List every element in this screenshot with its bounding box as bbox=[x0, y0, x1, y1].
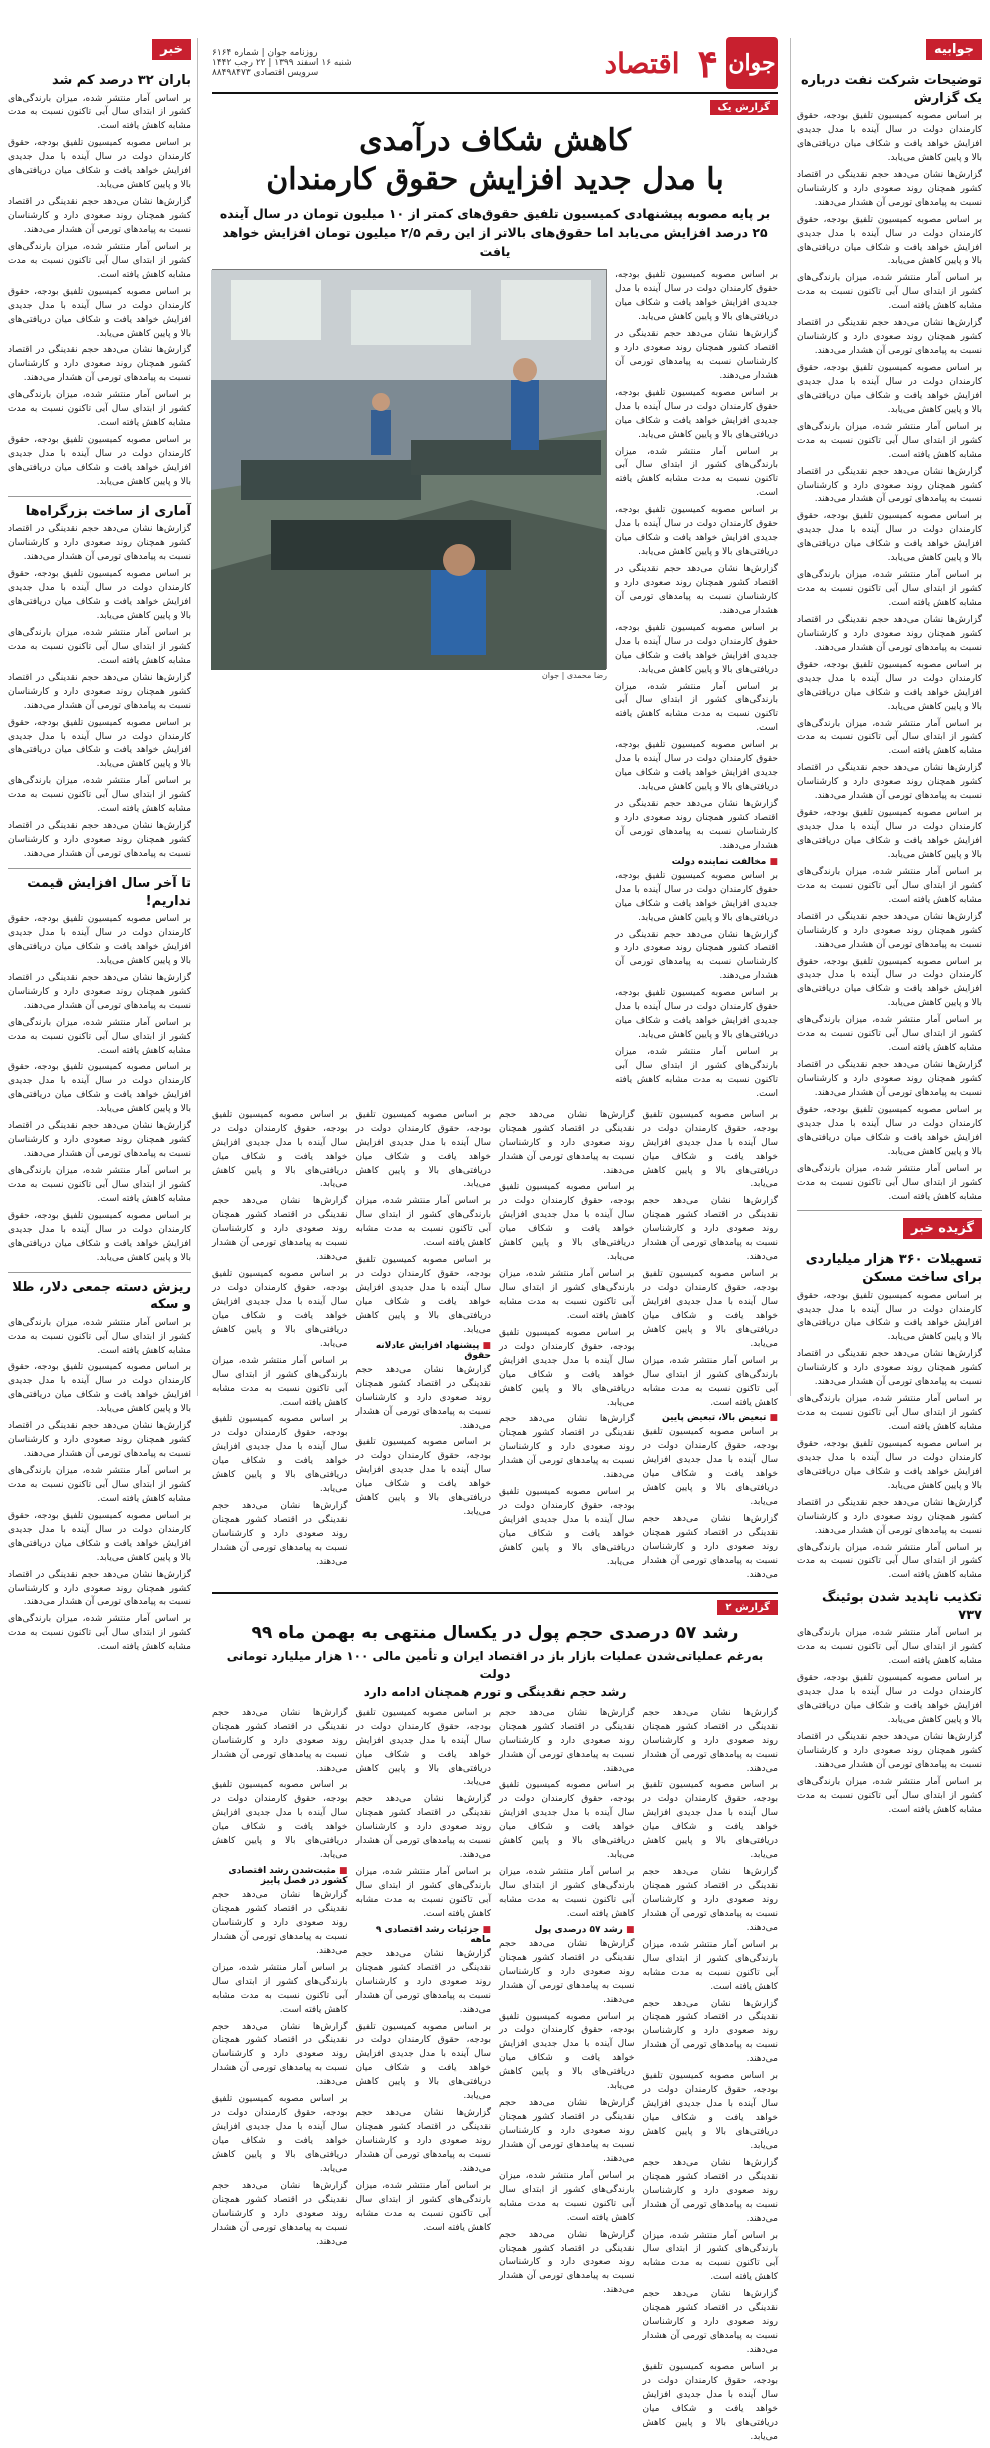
story1-subhead-1: ■ مخالفت نماینده دولت bbox=[615, 857, 778, 867]
story2-subhead-3: ■ مثبت‌شدن رشد اقتصادی کشور در فصل پاییز bbox=[212, 1866, 348, 1886]
page-number: ۴ bbox=[697, 40, 718, 86]
story1-columns: بر اساس مصوبه کمیسیون تلفیق بودجه، حقوق کارمندان دولت در سال آینده با مدل جدیدی افزایش خواهد یافت و شکاف میان دریافتی‌های بالا و پایین کاهش می‌یابد. گزارش‌ها نشان می‌دهد حجم نقدینگی در اقتصاد کشور همچنان روند صعودی دارد و کارشناسان نسبت به پیامدهای تورمی آن هشدار می‌دهند. بر اساس مصوبه کمیسیون تلفیق بودجه، حقوق کارمندان دولت در سال آینده با مدل جدیدی افزایش خواهد یافت و شکاف میان دریافتی‌های بالا و پایین کاهش می‌یابد. بر اساس آمار منتشر شده، میزان بارندگی‌های کشور از ابتدای سال آبی تاکنون نسبت به مدت مشابه کاهش یافته است. ■ تبعیض بالا، تبعیض پایین بر اساس مصوبه کمیسیون تلفیق بودجه، حقوق کارمندان دولت در سال آینده با مدل جدیدی افزایش خواهد یافت و شکاف میان دریافتی‌های بالا و پایین کاهش می‌یابد. گزارش‌ها نشان می‌دهد حجم نقدینگی در اقتصاد کشور همچنان روند صعودی دارد و کارشناسان نسبت به پیامدهای تورمی آن هشدار می‌دهند. گزارش‌ها نشان می‌دهد حجم نقدینگی در اقتصاد کشور همچنان روند صعودی دارد و کارشناسان نسبت به پیامدهای تورمی آن هشدار می‌دهند. بر اساس مصوبه کمیسیون تلفیق بودجه، حقوق کارمندان دولت در سال آینده با مدل جدیدی افزایش خواهد یافت و شکاف میان دریافتی‌های بالا و پایین کاهش می‌یابد. بر اساس آمار منتشر شده، میزان بارندگی‌های کشور از ابتدای سال آبی تاکنون نسبت به مدت مشابه کاهش یافته است. بر اساس مصوبه کمیسیون تلفیق بودجه، حقوق کارمندان دولت در سال آینده با مدل جدیدی افزایش خواهد یافت و شکاف میان دریافتی‌های بالا و پایین کاهش می‌یابد. گزارش‌ها نشان می‌دهد حجم نقدینگی در اقتصاد کشور همچنان روند صعودی دارد و کارشناسان نسبت به پیامدهای تورمی آن هشدار می‌دهند. بر اساس مصوبه کمیسیون تلفیق بودجه، حقوق کارمندان دولت در سال آینده با مدل جدیدی افزایش خواهد یافت و شکاف میان دریافتی‌های بالا و پایین کاهش می‌یابد. بر اساس مصوبه کمیسیون تلفیق بودجه، حقوق کارمندان دولت در سال آینده با مدل جدیدی افزایش خواهد یافت و شکاف میان دریافتی‌های بالا و پایین کاهش می‌یابد. بر اساس آمار منتشر شده، میزان بارندگی‌های کشور از ابتدای سال آبی تاکنون نسبت به مدت مشابه کاهش یافته است. بر اساس مصوبه کمیسیون تلفیق بودجه، حقوق کارمندان دولت در سال آینده با مدل جدیدی افزایش خواهد یافت و شکاف میان دریافتی‌های بالا و پایین کاهش می‌یابد. ■ پیشنهاد افزایش عادلانه حقوق گزارش‌ها نشان می‌دهد حجم نقدینگی در اقتصاد کشور همچنان روند صعودی دارد و کارشناسان نسبت به پیامدهای تورمی آن هشدار می‌دهند. بر اساس مصوبه کمیسیون تلفیق بودجه، حقوق کارمندان دولت در سال آینده با مدل جدیدی افزایش خواهد یافت و شکاف میان دریافتی‌های بالا و پایین کاهش می‌یابد. بر اساس مصوبه کمیسیون تلفیق بودجه، حقوق کارمندان دولت در سال آینده با مدل جدیدی افزایش خواهد یافت و شکاف میان دریافتی‌های بالا و پایین کاهش می‌یابد. گزارش‌ها نشان می‌دهد حجم نقدینگی در اقتصاد کشور همچنان روند صعودی دارد و کارشناسان نسبت به پیامدهای تورمی آن هشدار می‌دهند. بر اساس مصوبه کمیسیون تلفیق بودجه، حقوق کارمندان دولت در سال آینده با مدل جدیدی افزایش خواهد یافت و شکاف میان دریافتی‌های بالا و پایین کاهش می‌یابد. بر اساس آمار منتشر شده، میزان بارندگی‌های کشور از ابتدای سال آبی تاکنون نسبت به مدت مشابه کاهش یافته است. بر اساس مصوبه کمیسیون تلفیق بودجه، حقوق کارمندان دولت در سال آینده با مدل جدیدی افزایش خواهد یافت و شکاف میان دریافتی‌های بالا و پایین کاهش می‌یابد. گزارش‌ها نشان می‌دهد حجم نقدینگی در اقتصاد کشور همچنان روند صعودی دارد و کارشناسان نسبت به پیامدهای تورمی آن هشدار می‌دهند. bbox=[212, 1109, 778, 1586]
newspaper-logo: جوان bbox=[726, 37, 778, 89]
right-headline-2: تسهیلات ۳۶۰ هزار میلیاردی برای ساخت مسکن bbox=[805, 1252, 982, 1286]
story2-tag: گزارش ۲ bbox=[717, 1600, 778, 1615]
section-tag-news-brief: گزیده خبر bbox=[903, 1218, 982, 1239]
left-column: خبر باران ۳۲ درصد کم شد بر اساس آمار منتشر شده، میزان بارندگی‌های کشور از ابتدای سال آبی تاکنون نسبت به مدت مشابه کاهش یافته است. بر اساس مصوبه کمیسیون تلفیق بودجه، حقوق کارمندان دولت در سال آینده با مدل جدیدی افزایش خواهد یافت و شکاف میان دریافتی‌های بالا و پایین کاهش می‌یابد. گزارش‌ها نشان می‌دهد حجم نقدینگی در اقتصاد کشور همچنان روند صعودی دارد و کارشناسان نسبت به پیامدهای تورمی آن هشدار می‌دهند. بر اساس آمار منتشر شده، میزان بارندگی‌های کشور از ابتدای سال آبی تاکنون نسبت به مدت مشابه کاهش یافته است. بر اساس مصوبه کمیسیون تلفیق بودجه، حقوق کارمندان دولت در سال آینده با مدل جدیدی افزایش خواهد یافت و شکاف میان دریافتی‌های بالا و پایین کاهش می‌یابد. گزارش‌ها نشان می‌دهد حجم نقدینگی در اقتصاد کشور همچنان روند صعودی دارد و کارشناسان نسبت به پیامدهای تورمی آن هشدار می‌دهند. بر اساس آمار منتشر شده، میزان بارندگی‌های کشور از ابتدای سال آبی تاکنون نسبت به مدت مشابه کاهش یافته است. بر اساس مصوبه کمیسیون تلفیق بودجه، حقوق کارمندان دولت در سال آینده با مدل جدیدی افزایش خواهد یافت و شکاف میان دریافتی‌های بالا و پایین کاهش می‌یابد. آماری از ساخت بزرگراه‌ها گزارش‌ها نشان می‌دهد حجم نقدینگی در اقتصاد کشور همچنان روند صعودی دارد و کارشناسان نسبت به پیامدهای تورمی آن هشدار می‌دهند. بر اساس مصوبه کمیسیون تلفیق بودجه، حقوق کارمندان دولت در سال آینده با مدل جدیدی افزایش خواهد یافت و شکاف میان دریافتی‌های بالا و پایین کاهش می‌یابد. بر اساس آمار منتشر شده، میزان بارندگی‌های کشور از ابتدای سال آبی تاکنون نسبت به مدت مشابه کاهش یافته است. گزارش‌ها نشان می‌دهد حجم نقدینگی در اقتصاد کشور همچنان روند صعودی دارد و کارشناسان نسبت به پیامدهای تورمی آن هشدار می‌دهند. بر اساس مصوبه کمیسیون تلفیق بودجه، حقوق کارمندان دولت در سال آینده با مدل جدیدی افزایش خواهد یافت و شکاف میان دریافتی‌های بالا و پایین کاهش می‌یابد. بر اساس آمار منتشر شده، میزان بارندگی‌های کشور از ابتدای سال آبی تاکنون نسبت به مدت مشابه کاهش یافته است. گزارش‌ها نشان می‌دهد حجم نقدینگی در اقتصاد کشور همچنان روند صعودی دارد و کارشناسان نسبت به پیامدهای تورمی آن هشدار می‌دهند. تا آخر سال افزایش قیمت نداریم! بر اساس مصوبه کمیسیون تلفیق بودجه، حقوق کارمندان دولت در سال آینده با مدل جدیدی افزایش خواهد یافت و شکاف میان دریافتی‌های بالا و پایین کاهش می‌یابد. گزارش‌ها نشان می‌دهد حجم نقدینگی در اقتصاد کشور همچنان روند صعودی دارد و کارشناسان نسبت به پیامدهای تورمی آن هشدار می‌دهند. بر اساس آمار منتشر شده، میزان بارندگی‌های کشور از ابتدای سال آبی تاکنون نسبت به مدت مشابه کاهش یافته است. بر اساس مصوبه کمیسیون تلفیق بودجه، حقوق کارمندان دولت در سال آینده با مدل جدیدی افزایش خواهد یافت و شکاف میان دریافتی‌های بالا و پایین کاهش می‌یابد. گزارش‌ها نشان می‌دهد حجم نقدینگی در اقتصاد کشور همچنان روند صعودی دارد و کارشناسان نسبت به پیامدهای تورمی آن هشدار می‌دهند. بر اساس آمار منتشر شده، میزان بارندگی‌های کشور از ابتدای سال آبی تاکنون نسبت به مدت مشابه کاهش یافته است. بر اساس مصوبه کمیسیون تلفیق بودجه، حقوق کارمندان دولت در سال آینده با مدل جدیدی افزایش خواهد یافت و شکاف میان دریافتی‌های بالا و پایین کاهش می‌یابد. ریزش دسته جمعی دلار، طلا و سکه بر اساس آمار منتشر شده، میزان بارندگی‌های کشور از ابتدای سال آبی تاکنون نسبت به مدت مشابه کاهش یافته است. بر اساس مصوبه کمیسیون تلفیق بودجه، حقوق کارمندان دولت در سال آینده با مدل جدیدی افزایش خواهد یافت و شکاف میان دریافتی‌های بالا و پایین کاهش می‌یابد. گزارش‌ها نشان می‌دهد حجم نقدینگی در اقتصاد کشور همچنان روند صعودی دارد و کارشناسان نسبت به پیامدهای تورمی آن هشدار می‌دهند. بر اساس آمار منتشر شده، میزان بارندگی‌های کشور از ابتدای سال آبی تاکنون نسبت به مدت مشابه کاهش یافته است. بر اساس مصوبه کمیسیون تلفیق بودجه، حقوق کارمندان دولت در سال آینده با مدل جدیدی افزایش خواهد یافت و شکاف میان دریافتی‌های بالا و پایین کاهش می‌یابد. گزارش‌ها نشان می‌دهد حجم نقدینگی در اقتصاد کشور همچنان روند صعودی دارد و کارشناسان نسبت به پیامدهای تورمی آن هشدار می‌دهند. بر اساس آمار منتشر شده، میزان بارندگی‌های کشور از ابتدای سال آبی تاکنون نسبت به مدت مشابه کاهش یافته است. bbox=[8, 38, 198, 1396]
divider bbox=[8, 496, 191, 497]
story1-text-col: بر اساس مصوبه کمیسیون تلفیق بودجه، حقوق کارمندان دولت در سال آینده با مدل جدیدی افزایش خواهد یافت و شکاف میان دریافتی‌های بالا و پایین کاهش می‌یابد. گزارش‌ها نشان می‌دهد حجم نقدینگی در اقتصاد کشور همچنان روند صعودی دارد و کارشناسان نسبت به پیامدهای تورمی آن هشدار می‌دهند. بر اساس مصوبه کمیسیون تلفیق بودجه، حقوق کارمندان دولت در سال آینده با مدل جدیدی افزایش خواهد یافت و شکاف میان دریافتی‌های بالا و پایین کاهش می‌یابد. بر اساس آمار منتشر شده، میزان بارندگی‌های کشور از ابتدای سال آبی تاکنون نسبت به مدت مشابه کاهش یافته است. بر اساس مصوبه کمیسیون تلفیق بودجه، حقوق کارمندان دولت در سال آینده با مدل جدیدی افزایش خواهد یافت و شکاف میان دریافتی‌های بالا و پایین کاهش می‌یابد. گزارش‌ها نشان می‌دهد حجم نقدینگی در اقتصاد کشور همچنان روند صعودی دارد و کارشناسان نسبت به پیامدهای تورمی آن هشدار می‌دهند. بر اساس مصوبه کمیسیون تلفیق بودجه، حقوق کارمندان دولت در سال آینده با مدل جدیدی افزایش خواهد یافت و شکاف میان دریافتی‌های بالا و پایین کاهش می‌یابد. بر اساس آمار منتشر شده، میزان بارندگی‌های کشور از ابتدای سال آبی تاکنون نسبت به مدت مشابه کاهش یافته است. بر اساس مصوبه کمیسیون تلفیق بودجه، حقوق کارمندان دولت در سال آینده با مدل جدیدی افزایش خواهد یافت و شکاف میان دریافتی‌های بالا و پایین کاهش می‌یابد. گزارش‌ها نشان می‌دهد حجم نقدینگی در اقتصاد کشور همچنان روند صعودی دارد و کارشناسان نسبت به پیامدهای تورمی آن هشدار می‌دهند. ■ مخالفت نماینده دولت بر اساس مصوبه کمیسیون تلفیق بودجه، حقوق کارمندان دولت در سال آینده با مدل جدیدی افزایش خواهد یافت و شکاف میان دریافتی‌های بالا و پایین کاهش می‌یابد. گزارش‌ها نشان می‌دهد حجم نقدینگی در اقتصاد کشور همچنان روند صعودی دارد و کارشناسان نسبت به پیامدهای تورمی آن هشدار می‌دهند. بر اساس مصوبه کمیسیون تلفیق بودجه، حقوق کارمندان دولت در سال آینده با مدل جدیدی افزایش خواهد یافت و شکاف میان دریافتی‌های بالا و پایین کاهش می‌یابد. بر اساس آمار منتشر شده، میزان بارندگی‌های کشور از ابتدای سال آبی تاکنون نسبت به مدت مشابه کاهش یافته است. bbox=[615, 269, 778, 1105]
story1-lead: بر پایه مصوبه پیشنهادی کمیسیون تلفیق حقوق‌های کمتر از ۱۰ میلیون تومان در سال آینده ۲۵ درصد افزایش می‌یابد اما حقوق‌های بالاتر از این رقم ۲/۵ میلیون تومان افزایش خواهد یافت bbox=[219, 206, 771, 259]
section-tag-response: جوابیه bbox=[926, 39, 982, 60]
left-headline-2: آماری از ساخت بزرگراه‌ها bbox=[25, 503, 191, 519]
divider bbox=[797, 1210, 982, 1211]
right-headline-3: تکذیب ناپدید شدن بوئینگ ۷۳۷ bbox=[822, 1590, 982, 1623]
section-title: اقتصاد bbox=[604, 46, 680, 80]
right-headline-1: توضیحات شرکت نفت درباره یک گزارش bbox=[800, 73, 982, 106]
story1-subhead-2: ■ تبعیض بالا، تبعیض پایین bbox=[643, 1413, 779, 1423]
left-headline-3: تا آخر سال افزایش قیمت نداریم! bbox=[27, 875, 191, 909]
right-column: جوابیه توضیحات شرکت نفت درباره یک گزارش بر اساس مصوبه کمیسیون تلفیق بودجه، حقوق کارمندان دولت در سال آینده با مدل جدیدی افزایش خواهد یافت و شکاف میان دریافتی‌های بالا و پایین کاهش می‌یابد. گزارش‌ها نشان می‌دهد حجم نقدینگی در اقتصاد کشور همچنان روند صعودی دارد و کارشناسان نسبت به پیامدهای تورمی آن هشدار می‌دهند. بر اساس مصوبه کمیسیون تلفیق بودجه، حقوق کارمندان دولت در سال آینده با مدل جدیدی افزایش خواهد یافت و شکاف میان دریافتی‌های بالا و پایین کاهش می‌یابد. بر اساس آمار منتشر شده، میزان بارندگی‌های کشور از ابتدای سال آبی تاکنون نسبت به مدت مشابه کاهش یافته است. گزارش‌ها نشان می‌دهد حجم نقدینگی در اقتصاد کشور همچنان روند صعودی دارد و کارشناسان نسبت به پیامدهای تورمی آن هشدار می‌دهند. بر اساس مصوبه کمیسیون تلفیق بودجه، حقوق کارمندان دولت در سال آینده با مدل جدیدی افزایش خواهد یافت و شکاف میان دریافتی‌های بالا و پایین کاهش می‌یابد. بر اساس آمار منتشر شده، میزان بارندگی‌های کشور از ابتدای سال آبی تاکنون نسبت به مدت مشابه کاهش یافته است. گزارش‌ها نشان می‌دهد حجم نقدینگی در اقتصاد کشور همچنان روند صعودی دارد و کارشناسان نسبت به پیامدهای تورمی آن هشدار می‌دهند. بر اساس مصوبه کمیسیون تلفیق بودجه، حقوق کارمندان دولت در سال آینده با مدل جدیدی افزایش خواهد یافت و شکاف میان دریافتی‌های بالا و پایین کاهش می‌یابد. بر اساس آمار منتشر شده، میزان بارندگی‌های کشور از ابتدای سال آبی تاکنون نسبت به مدت مشابه کاهش یافته است. گزارش‌ها نشان می‌دهد حجم نقدینگی در اقتصاد کشور همچنان روند صعودی دارد و کارشناسان نسبت به پیامدهای تورمی آن هشدار می‌دهند. بر اساس مصوبه کمیسیون تلفیق بودجه، حقوق کارمندان دولت در سال آینده با مدل جدیدی افزایش خواهد یافت و شکاف میان دریافتی‌های بالا و پایین کاهش می‌یابد. بر اساس آمار منتشر شده، میزان بارندگی‌های کشور از ابتدای سال آبی تاکنون نسبت به مدت مشابه کاهش یافته است. گزارش‌ها نشان می‌دهد حجم نقدینگی در اقتصاد کشور همچنان روند صعودی دارد و کارشناسان نسبت به پیامدهای تورمی آن هشدار می‌دهند. بر اساس مصوبه کمیسیون تلفیق بودجه، حقوق کارمندان دولت در سال آینده با مدل جدیدی افزایش خواهد یافت و شکاف میان دریافتی‌های بالا و پایین کاهش می‌یابد. بر اساس آمار منتشر شده، میزان بارندگی‌های کشور از ابتدای سال آبی تاکنون نسبت به مدت مشابه کاهش یافته است. گزارش‌ها نشان می‌دهد حجم نقدینگی در اقتصاد کشور همچنان روند صعودی دارد و کارشناسان نسبت به پیامدهای تورمی آن هشدار می‌دهند. بر اساس مصوبه کمیسیون تلفیق بودجه، حقوق کارمندان دولت در سال آینده با مدل جدیدی افزایش خواهد یافت و شکاف میان دریافتی‌های بالا و پایین کاهش می‌یابد. بر اساس آمار منتشر شده، میزان بارندگی‌های کشور از ابتدای سال آبی تاکنون نسبت به مدت مشابه کاهش یافته است. گزارش‌ها نشان می‌دهد حجم نقدینگی در اقتصاد کشور همچنان روند صعودی دارد و کارشناسان نسبت به پیامدهای تورمی آن هشدار می‌دهند. بر اساس مصوبه کمیسیون تلفیق بودجه، حقوق کارمندان دولت در سال آینده با مدل جدیدی افزایش خواهد یافت و شکاف میان دریافتی‌های بالا و پایین کاهش می‌یابد. بر اساس آمار منتشر شده، میزان بارندگی‌های کشور از ابتدای سال آبی تاکنون نسبت به مدت مشابه کاهش یافته است. گزیده خبر تسهیلات ۳۶۰ هزار میلیاردی برای ساخت مسکن بر اساس مصوبه کمیسیون تلفیق بودجه، حقوق کارمندان دولت در سال آینده با مدل جدیدی افزایش خواهد یافت و شکاف میان دریافتی‌های بالا و پایین کاهش می‌یابد. گزارش‌ها نشان می‌دهد حجم نقدینگی در اقتصاد کشور همچنان روند صعودی دارد و کارشناسان نسبت به پیامدهای تورمی آن هشدار می‌دهند. بر اساس آمار منتشر شده، میزان بارندگی‌های کشور از ابتدای سال آبی تاکنون نسبت به مدت مشابه کاهش یافته است. بر اساس مصوبه کمیسیون تلفیق بودجه، حقوق کارمندان دولت در سال آینده با مدل جدیدی افزایش خواهد یافت و شکاف میان دریافتی‌های بالا و پایین کاهش می‌یابد. گزارش‌ها نشان می‌دهد حجم نقدینگی در اقتصاد کشور همچنان روند صعودی دارد و کارشناسان نسبت به پیامدهای تورمی آن هشدار می‌دهند. بر اساس آمار منتشر شده، میزان بارندگی‌های کشور از ابتدای سال آبی تاکنون نسبت به مدت مشابه کاهش یافته است. تکذیب ناپدید شدن بوئینگ ۷۳۷ بر اساس آمار منتشر شده، میزان بارندگی‌های کشور از ابتدای سال آبی تاکنون نسبت به مدت مشابه کاهش یافته است. بر اساس مصوبه کمیسیون تلفیق بودجه، حقوق کارمندان دولت در سال آینده با مدل جدیدی افزایش خواهد یافت و شکاف میان دریافتی‌های بالا و پایین کاهش می‌یابد. گزارش‌ها نشان می‌دهد حجم نقدینگی در اقتصاد کشور همچنان روند صعودی دارد و کارشناسان نسبت به پیامدهای تورمی آن هشدار می‌دهند. بر اساس آمار منتشر شده، میزان بارندگی‌های کشور از ابتدای سال آبی تاکنون نسبت به مدت مشابه کاهش یافته است. bbox=[790, 38, 982, 1396]
left-headline-4: ریزش دسته جمعی دلار، طلا و سکه bbox=[12, 1279, 191, 1313]
story1-top-row bbox=[212, 269, 778, 1105]
section-tag-news: خبر bbox=[152, 39, 191, 60]
main-area bbox=[212, 38, 778, 2442]
story1-headline: کاهش شکاف درآمدی با مدل جدید افزایش حقوق کارمندان bbox=[266, 123, 724, 197]
divider bbox=[8, 1272, 191, 1273]
right-body-1: بر اساس مصوبه کمیسیون تلفیق بودجه، حقوق کارمندان دولت در سال آینده با مدل جدیدی افزایش خواهد یافت و شکاف میان دریافتی‌های بالا و پایین کاهش می‌یابد. گزارش‌ها نشان می‌دهد حجم نقدینگی در اقتصاد کشور همچنان روند صعودی دارد و کارشناسان نسبت به پیامدهای تورمی آن هشدار می‌دهند. بر اساس مصوبه کمیسیون تلفیق بودجه، حقوق کارمندان دولت در سال آینده با مدل جدیدی افزایش خواهد یافت و شکاف میان دریافتی‌های بالا و پایین کاهش می‌یابد. بر اساس آمار منتشر شده، میزان بارندگی‌های کشور از ابتدای سال آبی تاکنون نسبت به مدت مشابه کاهش یافته است. گزارش‌ها نشان می‌دهد حجم نقدینگی در اقتصاد کشور همچنان روند صعودی دارد و کارشناسان نسبت به پیامدهای تورمی آن هشدار می‌دهند. بر اساس مصوبه کمیسیون تلفیق بودجه، حقوق کارمندان دولت در سال آینده با مدل جدیدی افزایش خواهد یافت و شکاف میان دریافتی‌های بالا و پایین کاهش می‌یابد. بر اساس آمار منتشر شده، میزان بارندگی‌های کشور از ابتدای سال آبی تاکنون نسبت به مدت مشابه کاهش یافته است. گزارش‌ها نشان می‌دهد حجم نقدینگی در اقتصاد کشور همچنان روند صعودی دارد و کارشناسان نسبت به پیامدهای تورمی آن هشدار می‌دهند. بر اساس مصوبه کمیسیون تلفیق بودجه، حقوق کارمندان دولت در سال آینده با مدل جدیدی افزایش خواهد یافت و شکاف میان دریافتی‌های بالا و پایین کاهش می‌یابد. بر اساس آمار منتشر شده، میزان بارندگی‌های کشور از ابتدای سال آبی تاکنون نسبت به مدت مشابه کاهش یافته است. گزارش‌ها نشان می‌دهد حجم نقدینگی در اقتصاد کشور همچنان روند صعودی دارد و کارشناسان نسبت به پیامدهای تورمی آن هشدار می‌دهند. بر اساس مصوبه کمیسیون تلفیق بودجه، حقوق کارمندان دولت در سال آینده با مدل جدیدی افزایش خواهد یافت و شکاف میان دریافتی‌های بالا و پایین کاهش می‌یابد. بر اساس آمار منتشر شده، میزان بارندگی‌های کشور از ابتدای سال آبی تاکنون نسبت به مدت مشابه کاهش یافته است. گزارش‌ها نشان می‌دهد حجم نقدینگی در اقتصاد کشور همچنان روند صعودی دارد و کارشناسان نسبت به پیامدهای تورمی آن هشدار می‌دهند. بر اساس مصوبه کمیسیون تلفیق بودجه، حقوق کارمندان دولت در سال آینده با مدل جدیدی افزایش خواهد یافت و شکاف میان دریافتی‌های بالا و پایین کاهش می‌یابد. بر اساس آمار منتشر شده، میزان بارندگی‌های کشور از ابتدای سال آبی تاکنون نسبت به مدت مشابه کاهش یافته است. گزارش‌ها نشان می‌دهد حجم نقدینگی در اقتصاد کشور همچنان روند صعودی دارد و کارشناسان نسبت به پیامدهای تورمی آن هشدار می‌دهند. بر اساس مصوبه کمیسیون تلفیق بودجه، حقوق کارمندان دولت در سال آینده با مدل جدیدی افزایش خواهد یافت و شکاف میان دریافتی‌های بالا و پایین کاهش می‌یابد. بر اساس آمار منتشر شده، میزان بارندگی‌های کشور از ابتدای سال آبی تاکنون نسبت به مدت مشابه کاهش یافته است. گزارش‌ها نشان می‌دهد حجم نقدینگی در اقتصاد کشور همچنان روند صعودی دارد و کارشناسان نسبت به پیامدهای تورمی آن هشدار می‌دهند. بر اساس مصوبه کمیسیون تلفیق بودجه، حقوق کارمندان دولت در سال آینده با مدل جدیدی افزایش خواهد یافت و شکاف میان دریافتی‌های بالا و پایین کاهش می‌یابد. بر اساس آمار منتشر شده، میزان بارندگی‌های کشور از ابتدای سال آبی تاکنون نسبت به مدت مشابه کاهش یافته است. bbox=[797, 111, 982, 1202]
story1-subhead-3: ■ پیشنهاد افزایش عادلانه حقوق bbox=[356, 1341, 492, 1361]
story2-lead: به‌رغم عملیاتی‌شدن عملیات بازار باز در اقتصاد ایران و تأمین مالی ۱۰۰ هزار میلیارد تومانی دولت رشد حجم نقدینگی و تورم همچنان ادامه دارد bbox=[226, 1648, 764, 1699]
factory-workers-photo bbox=[212, 269, 607, 669]
story2-headline: رشد ۵۷ درصدی حجم پول در یکسال منتهی به بهمن ماه ۹۹ bbox=[251, 1622, 739, 1643]
masthead-info: روزنامه جوان | شماره ۶۱۶۴ شنبه ۱۶ اسفند ۱۳۹۹ | ۲۲ رجب ۱۴۴۲ سرویس اقتصادی ۸۸۴۹۸۴۷۳ bbox=[212, 48, 352, 78]
divider bbox=[8, 868, 191, 869]
story-divider bbox=[212, 1592, 778, 1594]
story2-columns: گزارش‌ها نشان می‌دهد حجم نقدینگی در اقتصاد کشور همچنان روند صعودی دارد و کارشناسان نسبت به پیامدهای تورمی آن هشدار می‌دهند. بر اساس مصوبه کمیسیون تلفیق بودجه، حقوق کارمندان دولت در سال آینده با مدل جدیدی افزایش خواهد یافت و شکاف میان دریافتی‌های بالا و پایین کاهش می‌یابد. گزارش‌ها نشان می‌دهد حجم نقدینگی در اقتصاد کشور همچنان روند صعودی دارد و کارشناسان نسبت به پیامدهای تورمی آن هشدار می‌دهند. بر اساس آمار منتشر شده، میزان بارندگی‌های کشور از ابتدای سال آبی تاکنون نسبت به مدت مشابه کاهش یافته است. گزارش‌ها نشان می‌دهد حجم نقدینگی در اقتصاد کشور همچنان روند صعودی دارد و کارشناسان نسبت به پیامدهای تورمی آن هشدار می‌دهند. بر اساس مصوبه کمیسیون تلفیق بودجه، حقوق کارمندان دولت در سال آینده با مدل جدیدی افزایش خواهد یافت و شکاف میان دریافتی‌های بالا و پایین کاهش می‌یابد. گزارش‌ها نشان می‌دهد حجم نقدینگی در اقتصاد کشور همچنان روند صعودی دارد و کارشناسان نسبت به پیامدهای تورمی آن هشدار می‌دهند. بر اساس آمار منتشر شده، میزان بارندگی‌های کشور از ابتدای سال آبی تاکنون نسبت به مدت مشابه کاهش یافته است. گزارش‌ها نشان می‌دهد حجم نقدینگی در اقتصاد کشور همچنان روند صعودی دارد و کارشناسان نسبت به پیامدهای تورمی آن هشدار می‌دهند. بر اساس مصوبه کمیسیون تلفیق بودجه، حقوق کارمندان دولت در سال آینده با مدل جدیدی افزایش خواهد یافت و شکاف میان دریافتی‌های بالا و پایین کاهش می‌یابد. گزارش‌ها نشان می‌دهد حجم نقدینگی در اقتصاد کشور همچنان روند صعودی دارد و کارشناسان نسبت به پیامدهای تورمی آن هشدار می‌دهند. بر اساس مصوبه کمیسیون تلفیق بودجه، حقوق کارمندان دولت در سال آینده با مدل جدیدی افزایش خواهد یافت و شکاف میان دریافتی‌های بالا و پایین کاهش می‌یابد. بر اساس آمار منتشر شده، میزان بارندگی‌های کشور از ابتدای سال آبی تاکنون نسبت به مدت مشابه کاهش یافته است. ■ رشد ۵۷ درصدی پول گزارش‌ها نشان می‌دهد حجم نقدینگی در اقتصاد کشور همچنان روند صعودی دارد و کارشناسان نسبت به پیامدهای تورمی آن هشدار می‌دهند. بر اساس مصوبه کمیسیون تلفیق بودجه، حقوق کارمندان دولت در سال آینده با مدل جدیدی افزایش خواهد یافت و شکاف میان دریافتی‌های بالا و پایین کاهش می‌یابد. گزارش‌ها نشان می‌دهد حجم نقدینگی در اقتصاد کشور همچنان روند صعودی دارد و کارشناسان نسبت به پیامدهای تورمی آن هشدار می‌دهند. بر اساس آمار منتشر شده، میزان بارندگی‌های کشور از ابتدای سال آبی تاکنون نسبت به مدت مشابه کاهش یافته است. گزارش‌ها نشان می‌دهد حجم نقدینگی در اقتصاد کشور همچنان روند صعودی دارد و کارشناسان نسبت به پیامدهای تورمی آن هشدار می‌دهند. بر اساس مصوبه کمیسیون تلفیق بودجه، حقوق کارمندان دولت در سال آینده با مدل جدیدی افزایش خواهد یافت و شکاف میان دریافتی‌های بالا و پایین کاهش می‌یابد. گزارش‌ها نشان می‌دهد حجم نقدینگی در اقتصاد کشور همچنان روند صعودی دارد و کارشناسان نسبت به پیامدهای تورمی آن هشدار می‌دهند. بر اساس آمار منتشر شده، میزان بارندگی‌های کشور از ابتدای سال آبی تاکنون نسبت به مدت مشابه کاهش یافته است. ■ جزئیات رشد اقتصادی ۹ ماهه گزارش‌ها نشان می‌دهد حجم نقدینگی در اقتصاد کشور همچنان روند صعودی دارد و کارشناسان نسبت به پیامدهای تورمی آن هشدار می‌دهند. بر اساس مصوبه کمیسیون تلفیق بودجه، حقوق کارمندان دولت در سال آینده با مدل جدیدی افزایش خواهد یافت و شکاف میان دریافتی‌های بالا و پایین کاهش می‌یابد. گزارش‌ها نشان می‌دهد حجم نقدینگی در اقتصاد کشور همچنان روند صعودی دارد و کارشناسان نسبت به پیامدهای تورمی آن هشدار می‌دهند. بر اساس آمار منتشر شده، میزان بارندگی‌های کشور از ابتدای سال آبی تاکنون نسبت به مدت مشابه کاهش یافته است. گزارش‌ها نشان می‌دهد حجم نقدینگی در اقتصاد کشور همچنان روند صعودی دارد و کارشناسان نسبت به پیامدهای تورمی آن هشدار می‌دهند. بر اساس مصوبه کمیسیون تلفیق بودجه، حقوق کارمندان دولت در سال آینده با مدل جدیدی افزایش خواهد یافت و شکاف میان دریافتی‌های بالا و پایین کاهش می‌یابد. ■ مثبت‌شدن رشد اقتصادی کشور در فصل پاییز گزارش‌ها نشان می‌دهد حجم نقدینگی در اقتصاد کشور همچنان روند صعودی دارد و کارشناسان نسبت به پیامدهای تورمی آن هشدار می‌دهند. بر اساس آمار منتشر شده، میزان بارندگی‌های کشور از ابتدای سال آبی تاکنون نسبت به مدت مشابه کاهش یافته است. گزارش‌ها نشان می‌دهد حجم نقدینگی در اقتصاد کشور همچنان روند صعودی دارد و کارشناسان نسبت به پیامدهای تورمی آن هشدار می‌دهند. بر اساس مصوبه کمیسیون تلفیق بودجه، حقوق کارمندان دولت در سال آینده با مدل جدیدی افزایش خواهد یافت و شکاف میان دریافتی‌های بالا و پایین کاهش می‌یابد. گزارش‌ها نشان می‌دهد حجم نقدینگی در اقتصاد کشور همچنان روند صعودی دارد و کارشناسان نسبت به پیامدهای تورمی آن هشدار می‌دهند. bbox=[212, 1707, 778, 2448]
story1-photo-block bbox=[212, 269, 607, 1105]
photo-caption: رضا محمدی | جوان bbox=[541, 671, 607, 681]
story2-subhead-2: ■ جزئیات رشد اقتصادی ۹ ماهه bbox=[356, 1925, 492, 1945]
left-headline-1: باران ۳۲ درصد کم شد bbox=[51, 73, 191, 88]
masthead bbox=[212, 38, 778, 94]
photo-illustration bbox=[211, 270, 606, 670]
story1-tag: گزارش یک bbox=[710, 100, 779, 115]
story2-subhead-1: ■ رشد ۵۷ درصدی پول bbox=[499, 1925, 635, 1935]
